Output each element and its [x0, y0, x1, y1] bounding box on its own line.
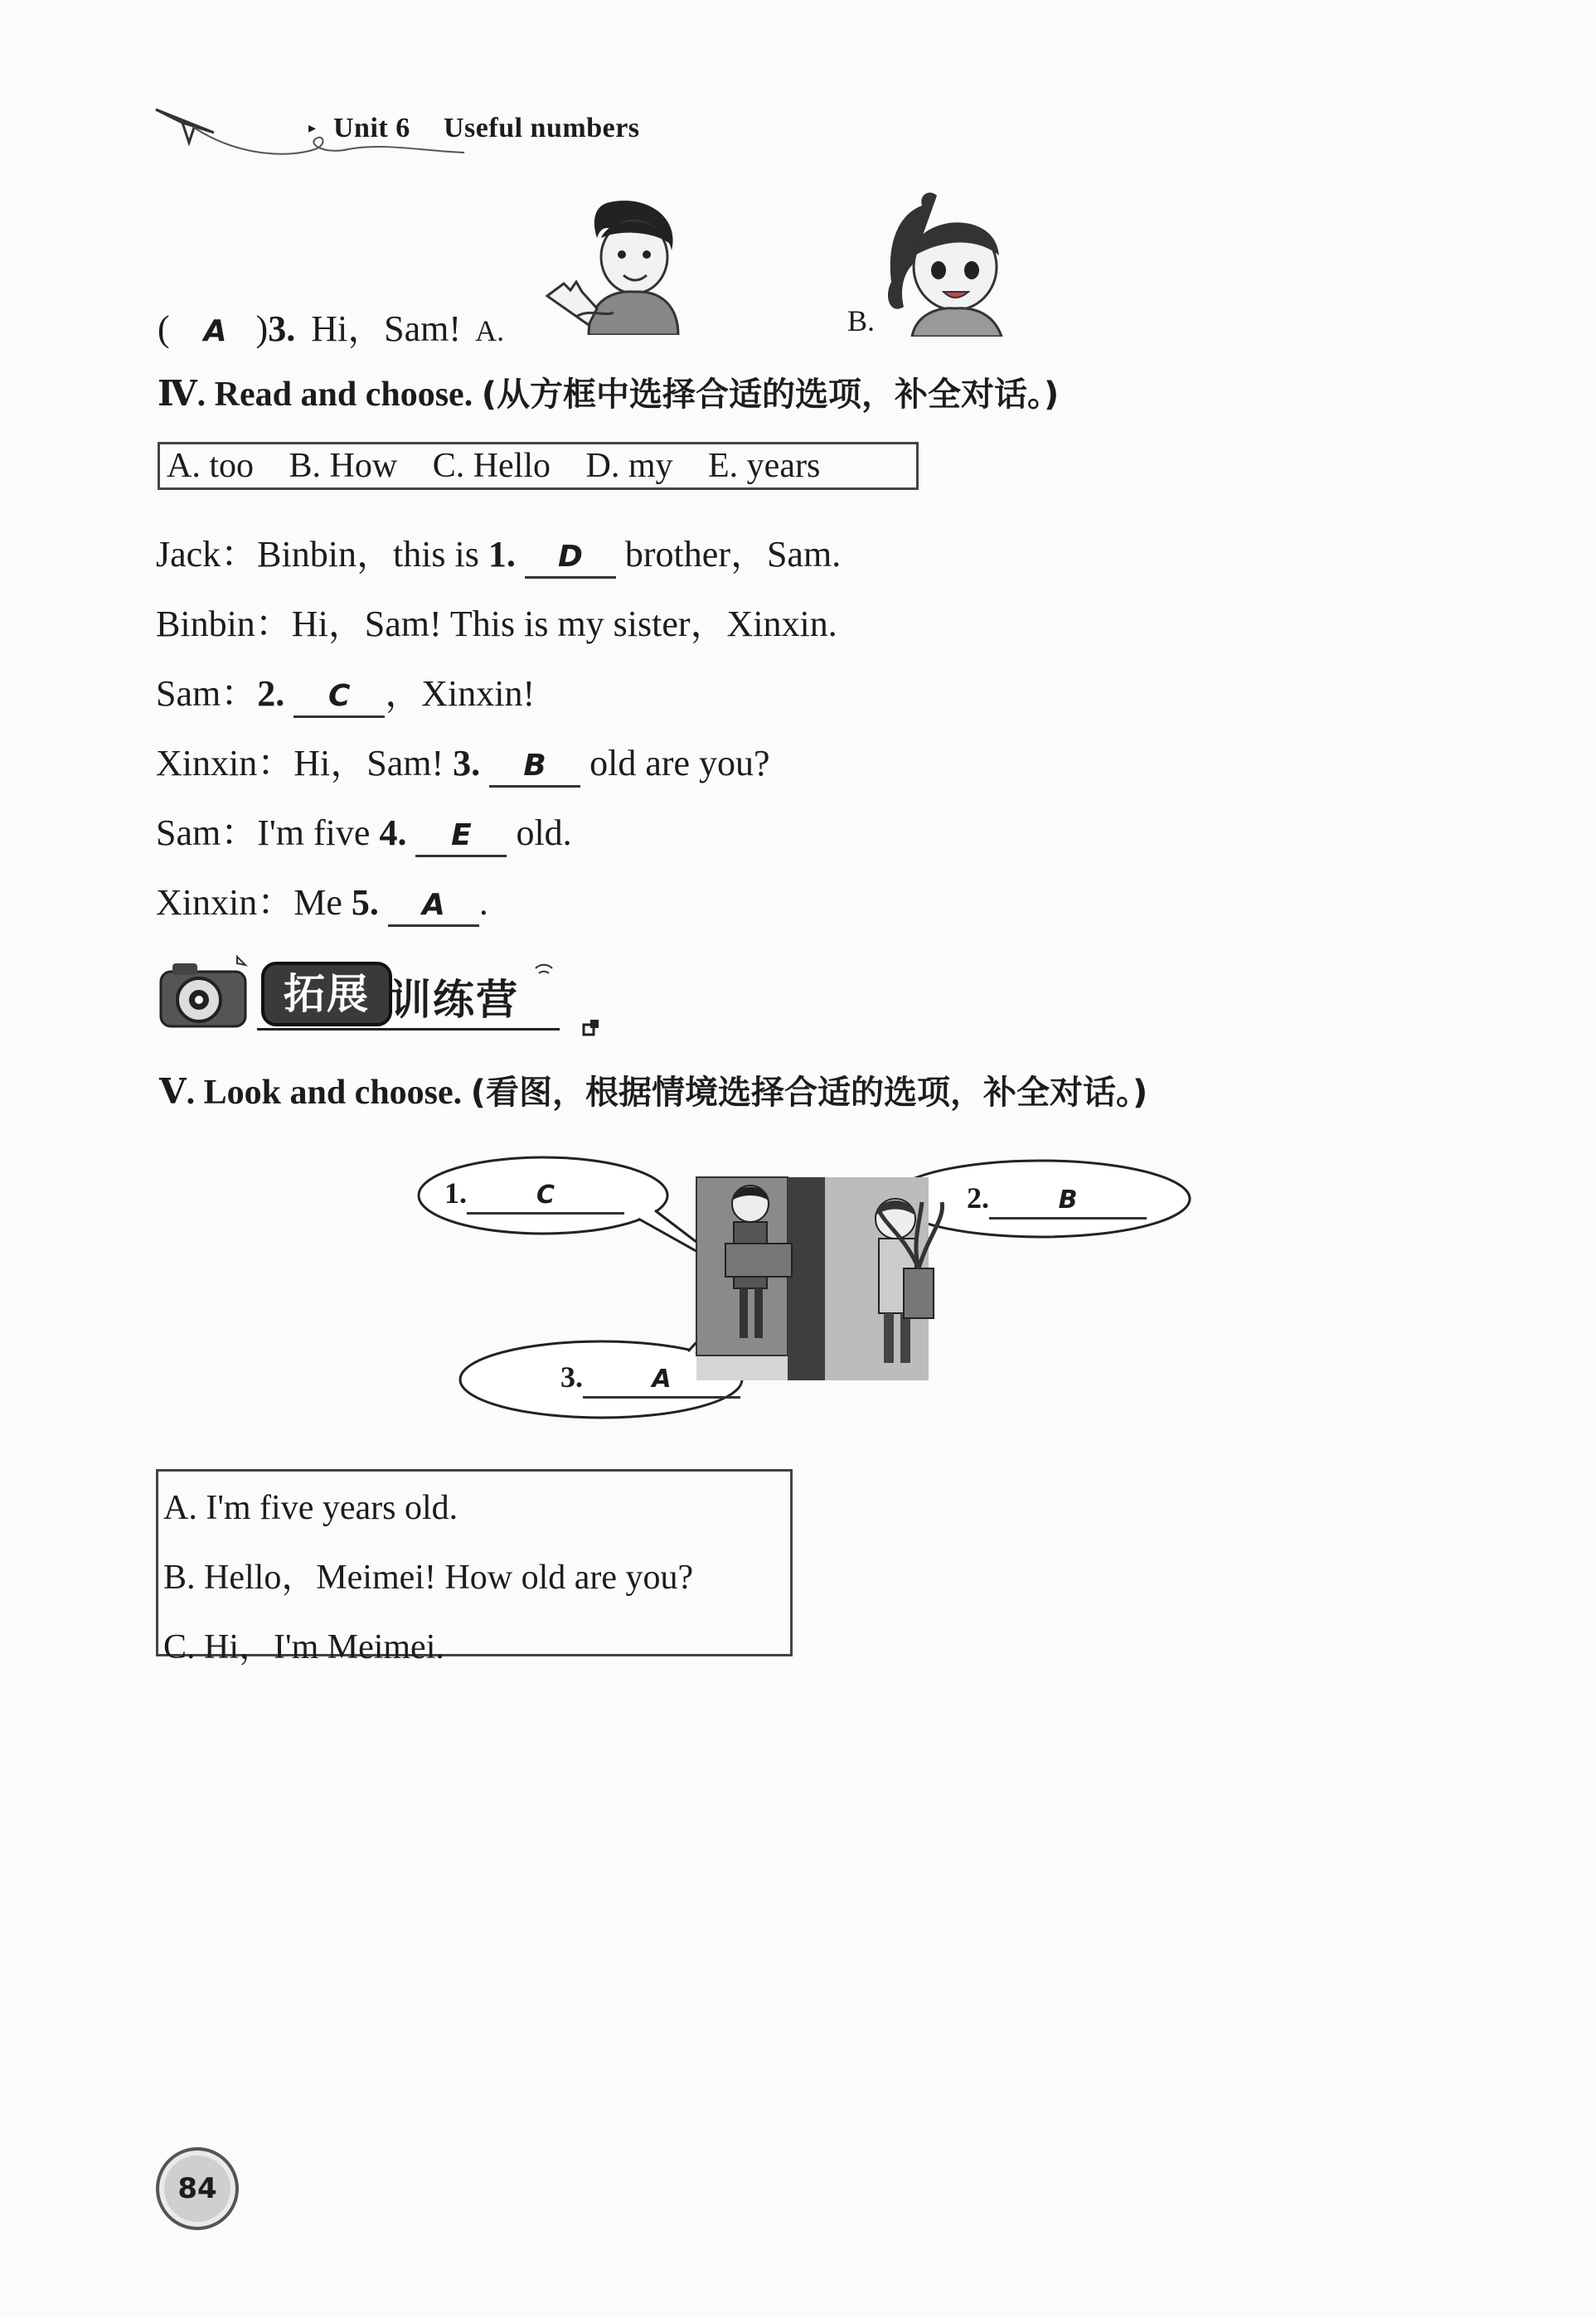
dialog-line [156, 524, 841, 579]
bubble-blank [467, 1176, 624, 1215]
dialog-text: old are you? [580, 743, 770, 783]
answer-text: A [421, 888, 445, 922]
header-bullet-icon: ▸ [308, 119, 317, 136]
word-option: A. too [167, 447, 254, 485]
speech-bubble-3 [560, 1360, 740, 1399]
banner-badge: 拓展 [261, 962, 392, 1026]
bubble-number: 1. [444, 1176, 467, 1210]
dialog-text: Binbin：Hi，Sam! This is my sister，Xinxin. [156, 604, 837, 644]
dialog-line [156, 872, 488, 927]
page-number: 84 [177, 2172, 217, 2205]
corner-mark-icon [582, 1018, 602, 1036]
paren-close: ) [255, 308, 269, 349]
blank-number: 5. [351, 882, 379, 923]
dialog-text: ，Xinxin! [385, 673, 536, 714]
bubble-blank [583, 1360, 740, 1399]
section-5-instruction: (看图，根据情境选择合适的选项，补全对话。) [470, 1074, 1148, 1112]
girl-smiling-illustration [879, 191, 1020, 337]
dialog-line [156, 663, 535, 718]
dialog-text: Xinxin：Hi，Sam! [156, 743, 454, 783]
banner-underline [257, 1028, 560, 1030]
word-option: D. my [585, 447, 673, 485]
sentence-choice: B. Hello，Meimei! How old are you? [163, 1559, 694, 1597]
dialog-text: . [478, 882, 488, 923]
answer-blank [525, 536, 616, 579]
answer-text: B [523, 749, 546, 783]
question-3 [158, 298, 504, 352]
speech-bubble-2 [967, 1181, 1147, 1220]
dialog-text: Sam： [156, 673, 258, 714]
sentence-choice: C. Hi，I'm Meimei. [163, 1628, 444, 1666]
signal-icon [532, 960, 557, 985]
camera-icon [158, 955, 249, 1030]
section-4-title [158, 368, 1059, 415]
answer-blank [293, 676, 385, 718]
bubble-answer: B [1058, 1186, 1078, 1215]
section-5-heading: Ⅴ. Look and choose. [159, 1074, 463, 1112]
sentence-choice: A. I'm five years old. [163, 1489, 458, 1527]
blank-number: 4. [379, 812, 407, 853]
answer-text: D [557, 540, 583, 574]
bubble-number: 3. [560, 1360, 583, 1394]
section-4-instruction: (从方框中选择合适的选项，补全对话。) [481, 376, 1060, 414]
bubble-answer: C [536, 1181, 555, 1210]
dialog-text: Jack：Binbin，this is [156, 534, 488, 575]
speech-bubble-1 [444, 1176, 624, 1215]
extension-banner [158, 945, 622, 1036]
answer-blank [489, 745, 580, 788]
blank-number: 1. [488, 534, 516, 575]
page-number-badge [156, 2147, 239, 2230]
answer-text: C [328, 679, 351, 713]
dialog-line [156, 594, 837, 647]
q3-option-a: A. [475, 314, 505, 347]
answer-text: E [451, 818, 472, 852]
answer-blank [415, 815, 507, 857]
paren-open: ( [158, 308, 170, 349]
word-option: C. Hello [432, 447, 551, 485]
word-option: E. years [708, 447, 821, 485]
bubble-answer: A [652, 1365, 672, 1394]
dialog-line [156, 803, 572, 857]
dialog-text: Xinxin：Me [156, 882, 352, 923]
word-option: B. How [289, 447, 398, 485]
q3-answer: A [203, 314, 227, 348]
dialog-line [156, 733, 770, 788]
paper-plane-icon [149, 99, 464, 166]
header-title: Useful numbers [444, 113, 640, 143]
blank-number: 2. [257, 673, 285, 714]
q3-option-b: B. [847, 304, 876, 337]
dialog-text: old. [507, 812, 572, 853]
section-4-heading: Ⅳ. Read and choose. [158, 376, 473, 414]
q3-number: 3. [268, 308, 296, 349]
section-5-title [159, 1066, 1147, 1113]
header-unit: Unit 6 [333, 113, 410, 143]
q3-text: Hi，Sam! [311, 308, 462, 349]
sentence-choices-box [156, 1469, 793, 1666]
word-options-box [158, 442, 919, 490]
blank-number: 3. [453, 743, 481, 783]
bubble-blank [989, 1181, 1147, 1220]
banner-title: 训练营 [390, 976, 519, 1024]
boy-waving-illustration [531, 192, 680, 335]
dialog-text: brother，Sam. [615, 534, 842, 575]
bubble-number: 2. [967, 1181, 989, 1215]
header [149, 99, 663, 166]
answer-blank [388, 885, 479, 927]
dialog-text: Sam：I'm five [156, 812, 380, 853]
